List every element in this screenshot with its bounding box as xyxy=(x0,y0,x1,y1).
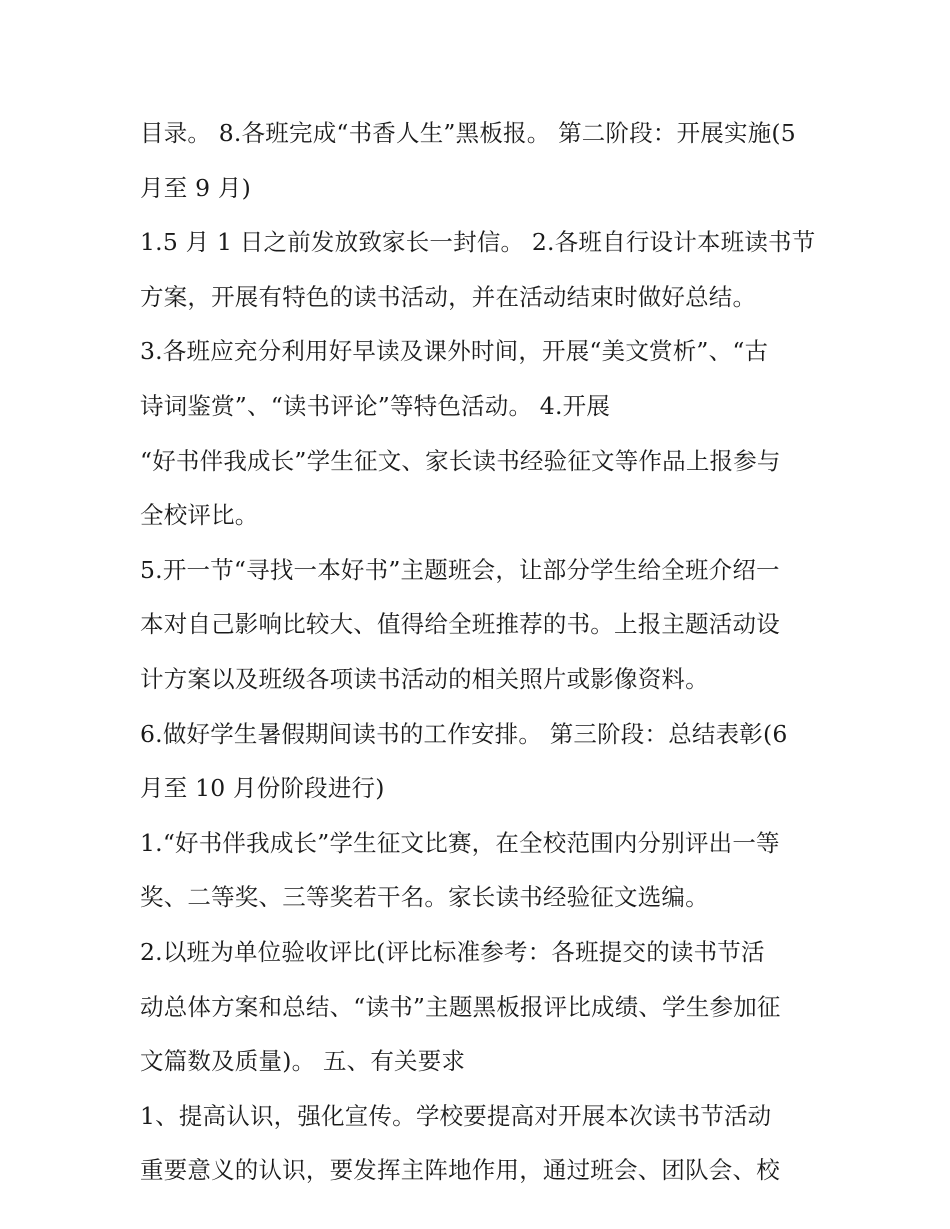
text-line: 重要意义的认识，要发挥主阵地作用，通过班会、团队会、校 xyxy=(140,1156,780,1185)
text-line: 文篇数及质量)。 五、有关要求 xyxy=(140,1047,466,1076)
text-line: 月至 10 月份阶段进行) xyxy=(140,774,385,803)
text-line: 1.5 月 1 日之前发放致家长一封信。 2.各班自行设计本班读书节 xyxy=(140,228,816,257)
text-line: 5.开一节“寻找一本好书”主题班会，让部分学生给全班介绍一 xyxy=(140,555,780,584)
text-line: 全校评比。 xyxy=(140,501,259,530)
text-line: 本对自己影响比较大、值得给全班推荐的书。上报主题活动设 xyxy=(140,610,780,639)
text-line: 奖、二等奖、三等奖若干名。家长读书经验征文选编。 xyxy=(140,883,709,912)
text-line: 2.以班为单位验收评比(评比标准参考：各班提交的读书节活 xyxy=(140,937,765,966)
text-line: 3.各班应充分利用好早读及课外时间，开展“美文赏析”、“古 xyxy=(140,337,769,366)
text-line: 计方案以及班级各项读书活动的相关照片或影像资料。 xyxy=(140,664,709,693)
text-line: 6.做好学生暑假期间读书的工作安排。 第三阶段：总结表彰(6 xyxy=(140,719,788,748)
text-line: 目录。 8.各班完成“书香人生”黑板报。 第二阶段：开展实施(5 xyxy=(140,119,796,147)
text-line: 1.“好书伴我成长”学生征文比赛，在全校范围内分别评出一等 xyxy=(140,828,780,857)
text-line: 诗词鉴赏”、“读书评论”等特色活动。 4.开展 xyxy=(140,391,611,420)
text-line: 1、提高认识，强化宣传。学校要提高对开展本次读书节活动 xyxy=(140,1101,772,1130)
text-line: 方案，开展有特色的读书活动，并在活动结束时做好总结。 xyxy=(140,282,757,311)
text-line: “好书伴我成长”学生征文、家长读书经验征文等作品上报参与 xyxy=(140,446,781,475)
text-line: 动总体方案和总结、“读书”主题黑板报评比成绩、学生参加征 xyxy=(140,992,781,1021)
text-line: 月至 9 月) xyxy=(140,173,251,202)
document-body xyxy=(140,106,820,1198)
